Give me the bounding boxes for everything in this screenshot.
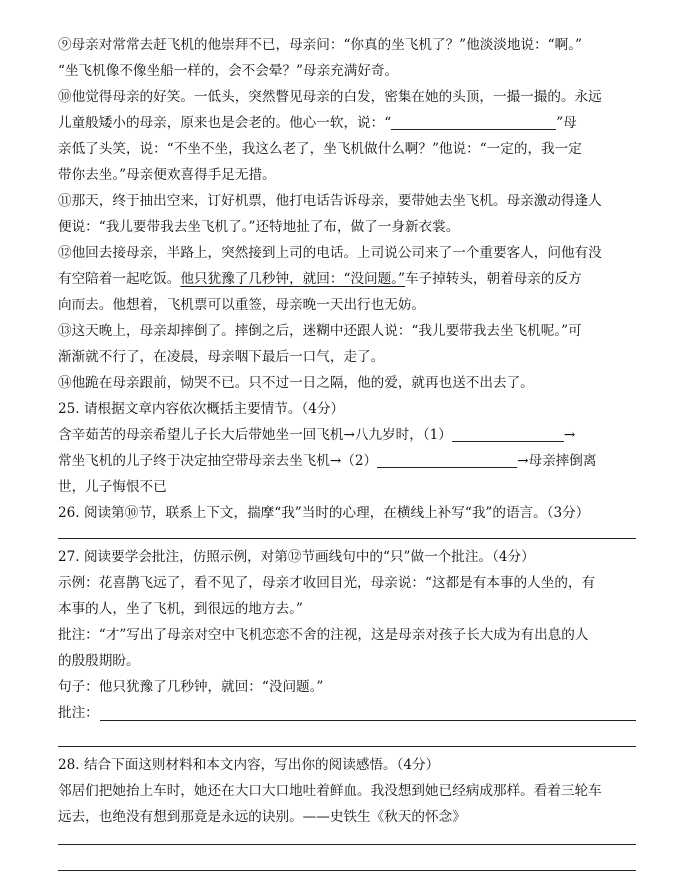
question-25-answer-blank-2[interactable] [377, 453, 517, 468]
question-28-material-line-1: 邻居们把她抬上车时，她还在大口大口地吐着鲜血。我没想到她已经病成那样。看着三轮车 [58, 783, 602, 799]
question-25-line-1-text: 含辛茹苦的母亲希望儿子长大后带她坐一回飞机→八九岁时，（1） [58, 427, 452, 443]
question-25-line-2-tail: →母亲摔倒离 [517, 453, 597, 469]
question-27-example-line-2: 本事的人，坐了飞机，到很远的地方去。” [58, 601, 303, 617]
paragraph-14-line-1: ⑭他跪在母亲跟前，恸哭不已。只不过一日之隔，他的爱，就再也送不出去了。 [58, 375, 534, 391]
paragraph-10-text-after-blank: ”母 [556, 115, 577, 131]
question-25-line-1 [58, 426, 638, 444]
question-28-material-line-2: 远去，也绝没有想到那竟是永远的诀别。——史铁生《秋天的怀念》 [58, 809, 466, 825]
question-25-stem: 25. 请根据文章内容依次概括主要情节。（4分） [58, 401, 345, 417]
question-26-stem: 26. 阅读第⑩节，联系上下文，揣摩“我”当时的心理，在横线上补写“我”的语言。（3分） [58, 505, 590, 521]
paragraph-10-line-4: 带你去坐。”母亲便欢喜得手足无措。 [58, 167, 276, 183]
paragraph-13-line-2: 渐渐就不行了，在凌晨，母亲咽下最后一口气，走了。 [58, 349, 385, 365]
paragraph-10-fill-blank[interactable] [391, 115, 556, 130]
question-27-note-line-1: 批注：“才”写出了母亲对空中飞机恋恋不舍的注视，这是母亲对孩子长大成为有出息的人 [58, 627, 589, 643]
paragraph-10-line-2 [58, 114, 638, 132]
question-25-line-3: 世，儿子悔恨不已 [58, 479, 167, 495]
paragraph-12-line-1: ⑫他回去接母亲，半路上，突然接到上司的电话。上司说公司来了一个重要客人，问他有没 [58, 245, 602, 261]
paragraph-10-text-before-blank: 儿童般矮小的母亲，原来也是会老的。他心一软，说：“ [58, 115, 392, 131]
paragraph-13-line-1: ⑬这天晚上，母亲却摔倒了。摔倒之后，迷糊中还跟人说：“我儿要带我去坐飞机呢。”可 [58, 323, 582, 339]
question-28-answer-line-2[interactable] [58, 870, 636, 871]
question-27-example-line-1: 示例：花喜鹊飞远了，看不见了，母亲才收回目光，母亲说：“这都是有本事的人坐的，有 [58, 575, 596, 591]
question-25-line-2 [58, 452, 638, 470]
question-28-stem: 28. 结合下面这则材料和本文内容，写出你的阅读感悟。（4分） [58, 757, 440, 773]
question-27-answer-line-2[interactable] [58, 746, 636, 747]
question-25-line-2-text: 常坐飞机的儿子终于决定抽空带母亲去坐飞机→（2） [58, 453, 378, 469]
paragraph-12-line-3: 向而去。他想着，飞机票可以重签，母亲晚一天出行也无妨。 [58, 297, 426, 313]
paragraph-10-line-1: ⑩他觉得母亲的好笑。一低头，突然瞥见母亲的白发，密集在她的头顶，一撮一撮的。永远 [58, 89, 602, 105]
paragraph-12-text-b: 车子掉转头，朝着母亲的反方 [404, 271, 582, 287]
question-25-answer-blank-1[interactable] [452, 427, 564, 442]
paragraph-11-line-2: 便说：“我儿要带我去坐飞机了。”还特地扯了布，做了一身新衣裳。 [58, 219, 460, 235]
question-26-answer-line[interactable] [58, 538, 636, 539]
paragraph-9-line-2: “坐飞机像不像坐船一样的，会不会晕？”母亲充满好奇。 [58, 63, 399, 79]
paragraph-9-line-1: ⑨母亲对常常去赶飞机的他崇拜不已，母亲问：“你真的坐飞机了？”他淡淡地说：“啊。” [58, 37, 582, 53]
question-27-stem: 27. 阅读要学会批注，仿照示例，对第⑫节画线句中的“只”做一个批注。（4分） [58, 549, 535, 565]
paragraph-12-text-a: 有空陪着一起吃饭。 [58, 271, 181, 287]
question-27-answer-label: 批注： [58, 705, 99, 721]
question-28-answer-line-1[interactable] [58, 844, 636, 845]
paragraph-12-underlined-sentence: 他只犹豫了几秒钟，就回：“没问题。” [180, 271, 405, 287]
question-27-sentence: 句子：他只犹豫了几秒钟，就回：“没问题。” [58, 679, 324, 695]
question-27-note-line-2: 的殷殷期盼。 [58, 653, 140, 669]
question-27-answer-line-1[interactable] [100, 720, 636, 721]
paragraph-10-line-3: 亲低了头笑，说：“不坐不坐，我这么老了，坐飞机做什么啊？”他说：“一定的，我一定 [58, 141, 582, 157]
paragraph-11-line-1: ⑪那天，终于抽出空来，订好机票，他打电话告诉母亲，要带她去坐飞机。母亲激动得逢人 [58, 193, 602, 209]
paragraph-12-line-2 [58, 270, 638, 288]
question-25-arrow-1: → [563, 427, 576, 443]
